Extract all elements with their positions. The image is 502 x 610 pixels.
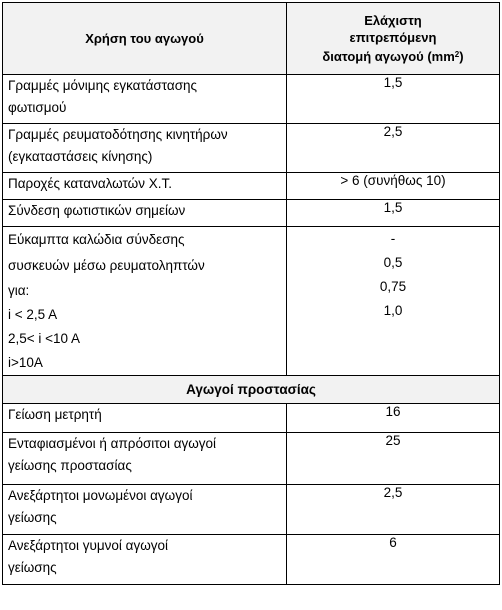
value-cell: 1,5	[287, 200, 500, 227]
table-row-flexible-cords	[3, 227, 500, 376]
usage-cell: Γραμμές ρευματοδότησης κινητήρων (εγκαταστάσεις κίνησης)	[3, 124, 287, 173]
conductor-cross-section-table	[2, 2, 500, 585]
usage-cell: Σύνδεση φωτιστικών σημείων	[3, 200, 287, 227]
table-row	[3, 535, 500, 585]
usage-cell: Ενταφιασμένοι ή απρόσιτοι αγωγοί γείωσης προστασίας	[3, 433, 287, 485]
table-row	[3, 404, 500, 433]
section-title: Αγωγοί προστασίας	[3, 376, 500, 404]
table-row	[3, 173, 500, 200]
value-cell: 6	[287, 535, 500, 585]
table-header-row	[3, 3, 500, 75]
section-row-protection	[3, 376, 500, 404]
value-cell: > 6 (συνήθως 10)	[287, 173, 500, 200]
usage-cell: Ανεξάρτητοι γυμνοί αγωγοί γείωσης	[3, 535, 287, 585]
table-row	[3, 485, 500, 535]
table-row	[3, 200, 500, 227]
header-min-section: Ελάχιστη επιτρεπόμενη διατομή αγωγού $(mm^2)$	[287, 3, 500, 75]
usage-cell: Γραμμές μόνιμης εγκατάστασης φωτισμού	[3, 75, 287, 124]
value-cell: 2,5	[287, 124, 500, 173]
table-row	[3, 75, 500, 124]
value-cell: - 0,5 0,75 1,0	[287, 227, 500, 376]
table-row	[3, 124, 500, 173]
value-cell: 16	[287, 404, 500, 433]
usage-cell: Γείωση μετρητή	[3, 404, 287, 433]
value-cell: 1,5	[287, 75, 500, 124]
header-usage: Χρήση του αγωγού	[3, 3, 287, 75]
usage-cell: Εύκαμπτα καλώδια σύνδεσης συσκευών μέσω ρευματοληπτών για: i < 2,5 A 2,5< i <10 A i>10A	[3, 227, 287, 376]
usage-cell: Ανεξάρτητοι μονωμένοι αγωγοί γείωσης	[3, 485, 287, 535]
usage-cell: Παροχές καταναλωτών Χ.Τ.	[3, 173, 287, 200]
value-cell: 2,5	[287, 485, 500, 535]
value-cell: 25	[287, 433, 500, 485]
table-row	[3, 433, 500, 485]
